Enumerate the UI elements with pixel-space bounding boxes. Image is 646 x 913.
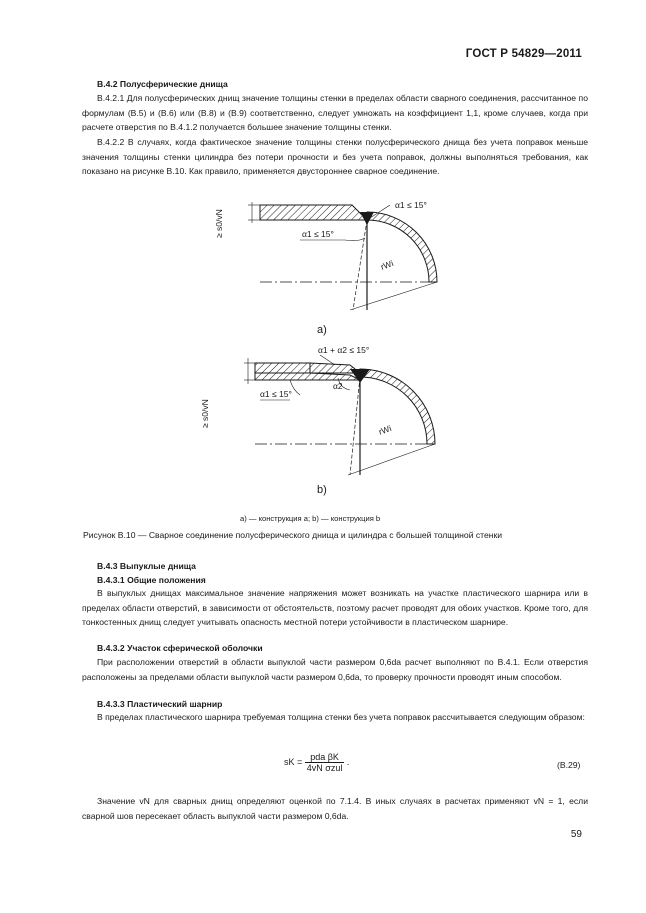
angle-sum-label-b: α1 + α2 ≤ 15° <box>318 345 370 355</box>
angle-label-a: α1 ≤ 15° <box>395 200 427 210</box>
figure-b <box>244 355 435 475</box>
figure-a-label: а) <box>317 324 327 336</box>
radius-label-a: rWi <box>379 258 395 272</box>
radius-label-b: rWi <box>377 423 393 437</box>
formula-lhs: sK = <box>284 756 303 767</box>
formula-fraction <box>305 752 345 773</box>
angle-inner-label-a: α1 ≤ 15° <box>302 229 334 239</box>
standard-header: ГОСТ Р 54829—2011 <box>465 48 582 60</box>
formula-tail: . <box>346 756 350 767</box>
page-number: 59 <box>570 829 582 840</box>
figure-b10 <box>190 190 450 508</box>
angle2-label-b: α2 <box>333 381 343 391</box>
subsection-title-b432: В.4.3.2 Участок сферической оболочки <box>97 643 263 653</box>
subsection-title-b431: В.4.3.1 Общие положения <box>97 575 206 585</box>
angle1-label-b: α1 ≤ 15° <box>260 389 292 399</box>
equation-number: (В.29) <box>557 760 581 770</box>
formula-b29 <box>284 752 349 773</box>
figure-legend: а) — конструкция а; b) — конструкция b <box>240 514 381 523</box>
formula-denominator: 4vN σzul <box>306 763 343 773</box>
closing-paragraph: Значение vN для сварных днищ определяют оценкой по 7.1.4. В иных случаях в расчетах применяют vN = 1, если сварной шов пересекает область выпуклой части размером 0,6da. <box>82 796 588 821</box>
thickness-label-b: ≥ s0/vN <box>200 399 210 428</box>
figure-caption: Рисунок В.10 — Сварное соединение полусферического днища и цилиндра с большей толщиной стенки <box>83 530 503 540</box>
paragraph-b432: При расположении отверстий в области выпуклой части размером 0,6da расчет выполняют по В.4.1. Если отверстия расположены за пределами области выпуклой части размером 0,6da, то проверку прочности проводят иным способом. <box>82 657 588 682</box>
figure-a <box>248 202 437 310</box>
section-title-b43: В.4.3 Выпуклые днища <box>97 561 196 571</box>
paragraph-b431: В выпуклых днищах максимальное значение напряжения может возникать на участке пластического шарнира или в пределах области отверстий, в зависимости от обстоятельств, поэтому расчет проводят для обоих участков. Кроме того, для тонкостенных днищ следует учитывать опасность местной потери устойчивости в пластическом шарнире. <box>82 588 588 628</box>
subsection-title-b433: В.4.3.3 Пластический шарнир <box>97 699 223 709</box>
figure-b-label: b) <box>317 484 327 496</box>
paragraph-b421: В.4.2.1 Для полусферических днищ значение толщины стенки в пределах области сварного соединения, рассчитанное по формулам (В.5) и (В.6) или (В.8) и (В.9) соответственно, следует умножать на коэффициент 1,1, кроме случаев, когда при расчете отверстия по В.4.1.2 получается большее значение толщины стенки. <box>82 93 588 133</box>
thickness-label-a: ≥ s0/vN <box>214 209 224 238</box>
formula-numerator: pda βK <box>305 752 345 763</box>
section-title-b42: В.4.2 Полусферические днища <box>97 79 228 89</box>
paragraph-b422: В.4.2.2 В случаях, когда фактическое значение толщины стенки полусферического днища без учета поправок меньше значения толщины стенки цилиндра без потери прочности и без учета поправок, должны выполняться требования, как показано на рисунке В.10. Как правило, применяется двустороннее сварное соединение. <box>82 137 588 177</box>
paragraph-b433: В пределах пластического шарнира требуемая толщина стенки без учета поправок рассчитывается следующим образом: <box>97 712 585 722</box>
